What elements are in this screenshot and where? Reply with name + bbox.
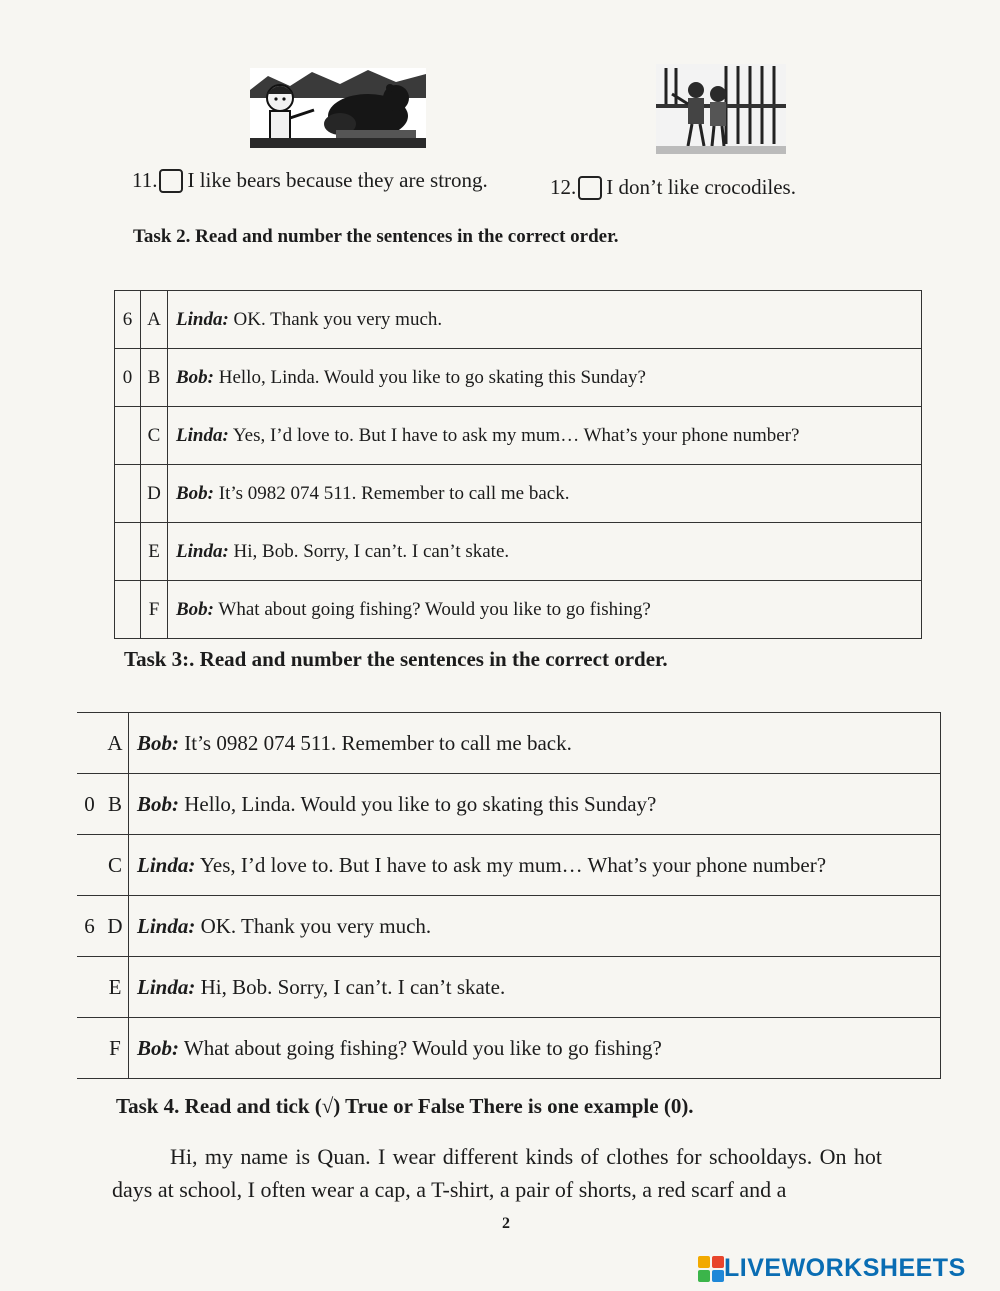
sentence-text: What about going fishing? Would you like to go fishing? — [218, 598, 651, 620]
liveworksheets-icon — [698, 1256, 724, 1282]
speaker: Linda: — [176, 424, 229, 446]
sentence-text: OK. Thank you very much. — [200, 913, 432, 938]
answer-box[interactable] — [578, 176, 602, 200]
table-row — [115, 581, 922, 639]
sentence-text: It’s 0982 074 511. Remember to call me back. — [218, 482, 570, 504]
letter-cell: A — [102, 713, 129, 774]
table-row — [77, 835, 941, 896]
sentence-cell — [168, 349, 922, 407]
table-row — [77, 713, 941, 774]
speaker: Linda: — [176, 540, 229, 562]
table-row — [77, 774, 941, 835]
speaker: Bob: — [137, 1035, 179, 1060]
table-row — [115, 465, 922, 523]
liveworksheets-logo — [698, 1254, 966, 1283]
brand-name: LIVEWORKSHEETS — [724, 1254, 966, 1282]
letter-cell: B — [102, 774, 129, 835]
sentence-text: Yes, I’d love to. But I have to ask my mum… What’s your phone number? — [199, 852, 827, 877]
letter-cell: C — [102, 835, 129, 896]
task2-title: Task 2. Read and number the sentences in the correct order. — [133, 226, 619, 247]
task3-title: Task 3:. Read and number the sentences in the correct order. — [124, 647, 668, 671]
question-number: 11. — [132, 168, 158, 192]
sentence-cell — [129, 896, 941, 957]
order-number-cell[interactable] — [77, 1018, 102, 1079]
order-number-cell[interactable] — [77, 713, 102, 774]
letter-cell: F — [102, 1018, 129, 1079]
speaker: Linda: — [137, 852, 196, 877]
order-number-cell[interactable] — [115, 465, 141, 523]
order-number-cell[interactable] — [115, 407, 141, 465]
table-row — [115, 523, 922, 581]
letter-cell: C — [141, 407, 168, 465]
speaker: Linda: — [137, 913, 196, 938]
order-number-cell[interactable] — [77, 835, 102, 896]
speaker: Bob: — [176, 598, 214, 620]
zoo-picture — [656, 64, 786, 154]
sentence-cell — [129, 1018, 941, 1079]
order-number-cell[interactable]: 0 — [115, 349, 141, 407]
speaker: Bob: — [137, 730, 179, 755]
sentence-cell — [129, 957, 941, 1018]
order-number-cell[interactable]: 6 — [77, 896, 102, 957]
question-text: I like bears because they are strong. — [187, 168, 488, 192]
letter-cell: E — [102, 957, 129, 1018]
letter-cell: E — [141, 523, 168, 581]
question-11 — [132, 168, 488, 193]
table-row — [77, 896, 941, 957]
sentence-cell — [168, 407, 922, 465]
sentence-text: Yes, I’d love to. But I have to ask my mum… What’s your phone number? — [232, 424, 800, 446]
sentence-cell — [168, 291, 922, 349]
task4-title: Task 4. Read and tick (√) True or False There is one example (0). — [116, 1094, 694, 1118]
sentence-text: Hi, Bob. Sorry, I can’t. I can’t skate. — [233, 540, 510, 562]
question-12 — [550, 175, 796, 200]
sentence-cell — [168, 523, 922, 581]
sentence-text: Hi, Bob. Sorry, I can’t. I can’t skate. — [200, 974, 506, 999]
letter-cell: D — [102, 896, 129, 957]
sentence-cell — [168, 465, 922, 523]
sentence-cell — [129, 835, 941, 896]
bears-picture — [250, 68, 426, 148]
letter-cell: B — [141, 349, 168, 407]
answer-box[interactable] — [159, 169, 183, 193]
page-number: 2 — [502, 1215, 510, 1232]
question-number: 12. — [550, 175, 577, 199]
speaker: Bob: — [176, 366, 214, 388]
sentence-text: Hello, Linda. Would you like to go skating this Sunday? — [218, 366, 646, 388]
sentence-text: What about going fishing? Would you like to go fishing? — [183, 1035, 662, 1060]
sentence-cell — [129, 713, 941, 774]
table-row — [115, 349, 922, 407]
order-number-cell[interactable] — [115, 523, 141, 581]
table-row — [77, 1018, 941, 1079]
question-text: I don’t like crocodiles. — [606, 175, 796, 199]
table-row — [115, 291, 922, 349]
speaker: Linda: — [137, 974, 196, 999]
task2-table — [114, 290, 922, 639]
letter-cell: F — [141, 581, 168, 639]
reading-paragraph: Hi, my name is Quan. I wear different kinds of clothes for schooldays. On hot days at school, I often wear a cap, a T-shirt, a pair of shorts, a red scarf and a — [112, 1144, 882, 1202]
order-number-cell[interactable] — [77, 957, 102, 1018]
order-number-cell[interactable]: 0 — [77, 774, 102, 835]
task3-table — [77, 712, 941, 1079]
sentence-cell — [129, 774, 941, 835]
table-row — [115, 407, 922, 465]
order-number-cell[interactable]: 6 — [115, 291, 141, 349]
sentence-text: Hello, Linda. Would you like to go skating this Sunday? — [184, 791, 657, 816]
order-number-cell[interactable] — [115, 581, 141, 639]
sentence-text: OK. Thank you very much. — [233, 308, 443, 330]
table-row — [77, 957, 941, 1018]
sentence-cell — [168, 581, 922, 639]
speaker: Linda: — [176, 308, 229, 330]
letter-cell: D — [141, 465, 168, 523]
sentence-text: It’s 0982 074 511. Remember to call me back. — [184, 730, 572, 755]
speaker: Bob: — [137, 791, 179, 816]
letter-cell: A — [141, 291, 168, 349]
speaker: Bob: — [176, 482, 214, 504]
